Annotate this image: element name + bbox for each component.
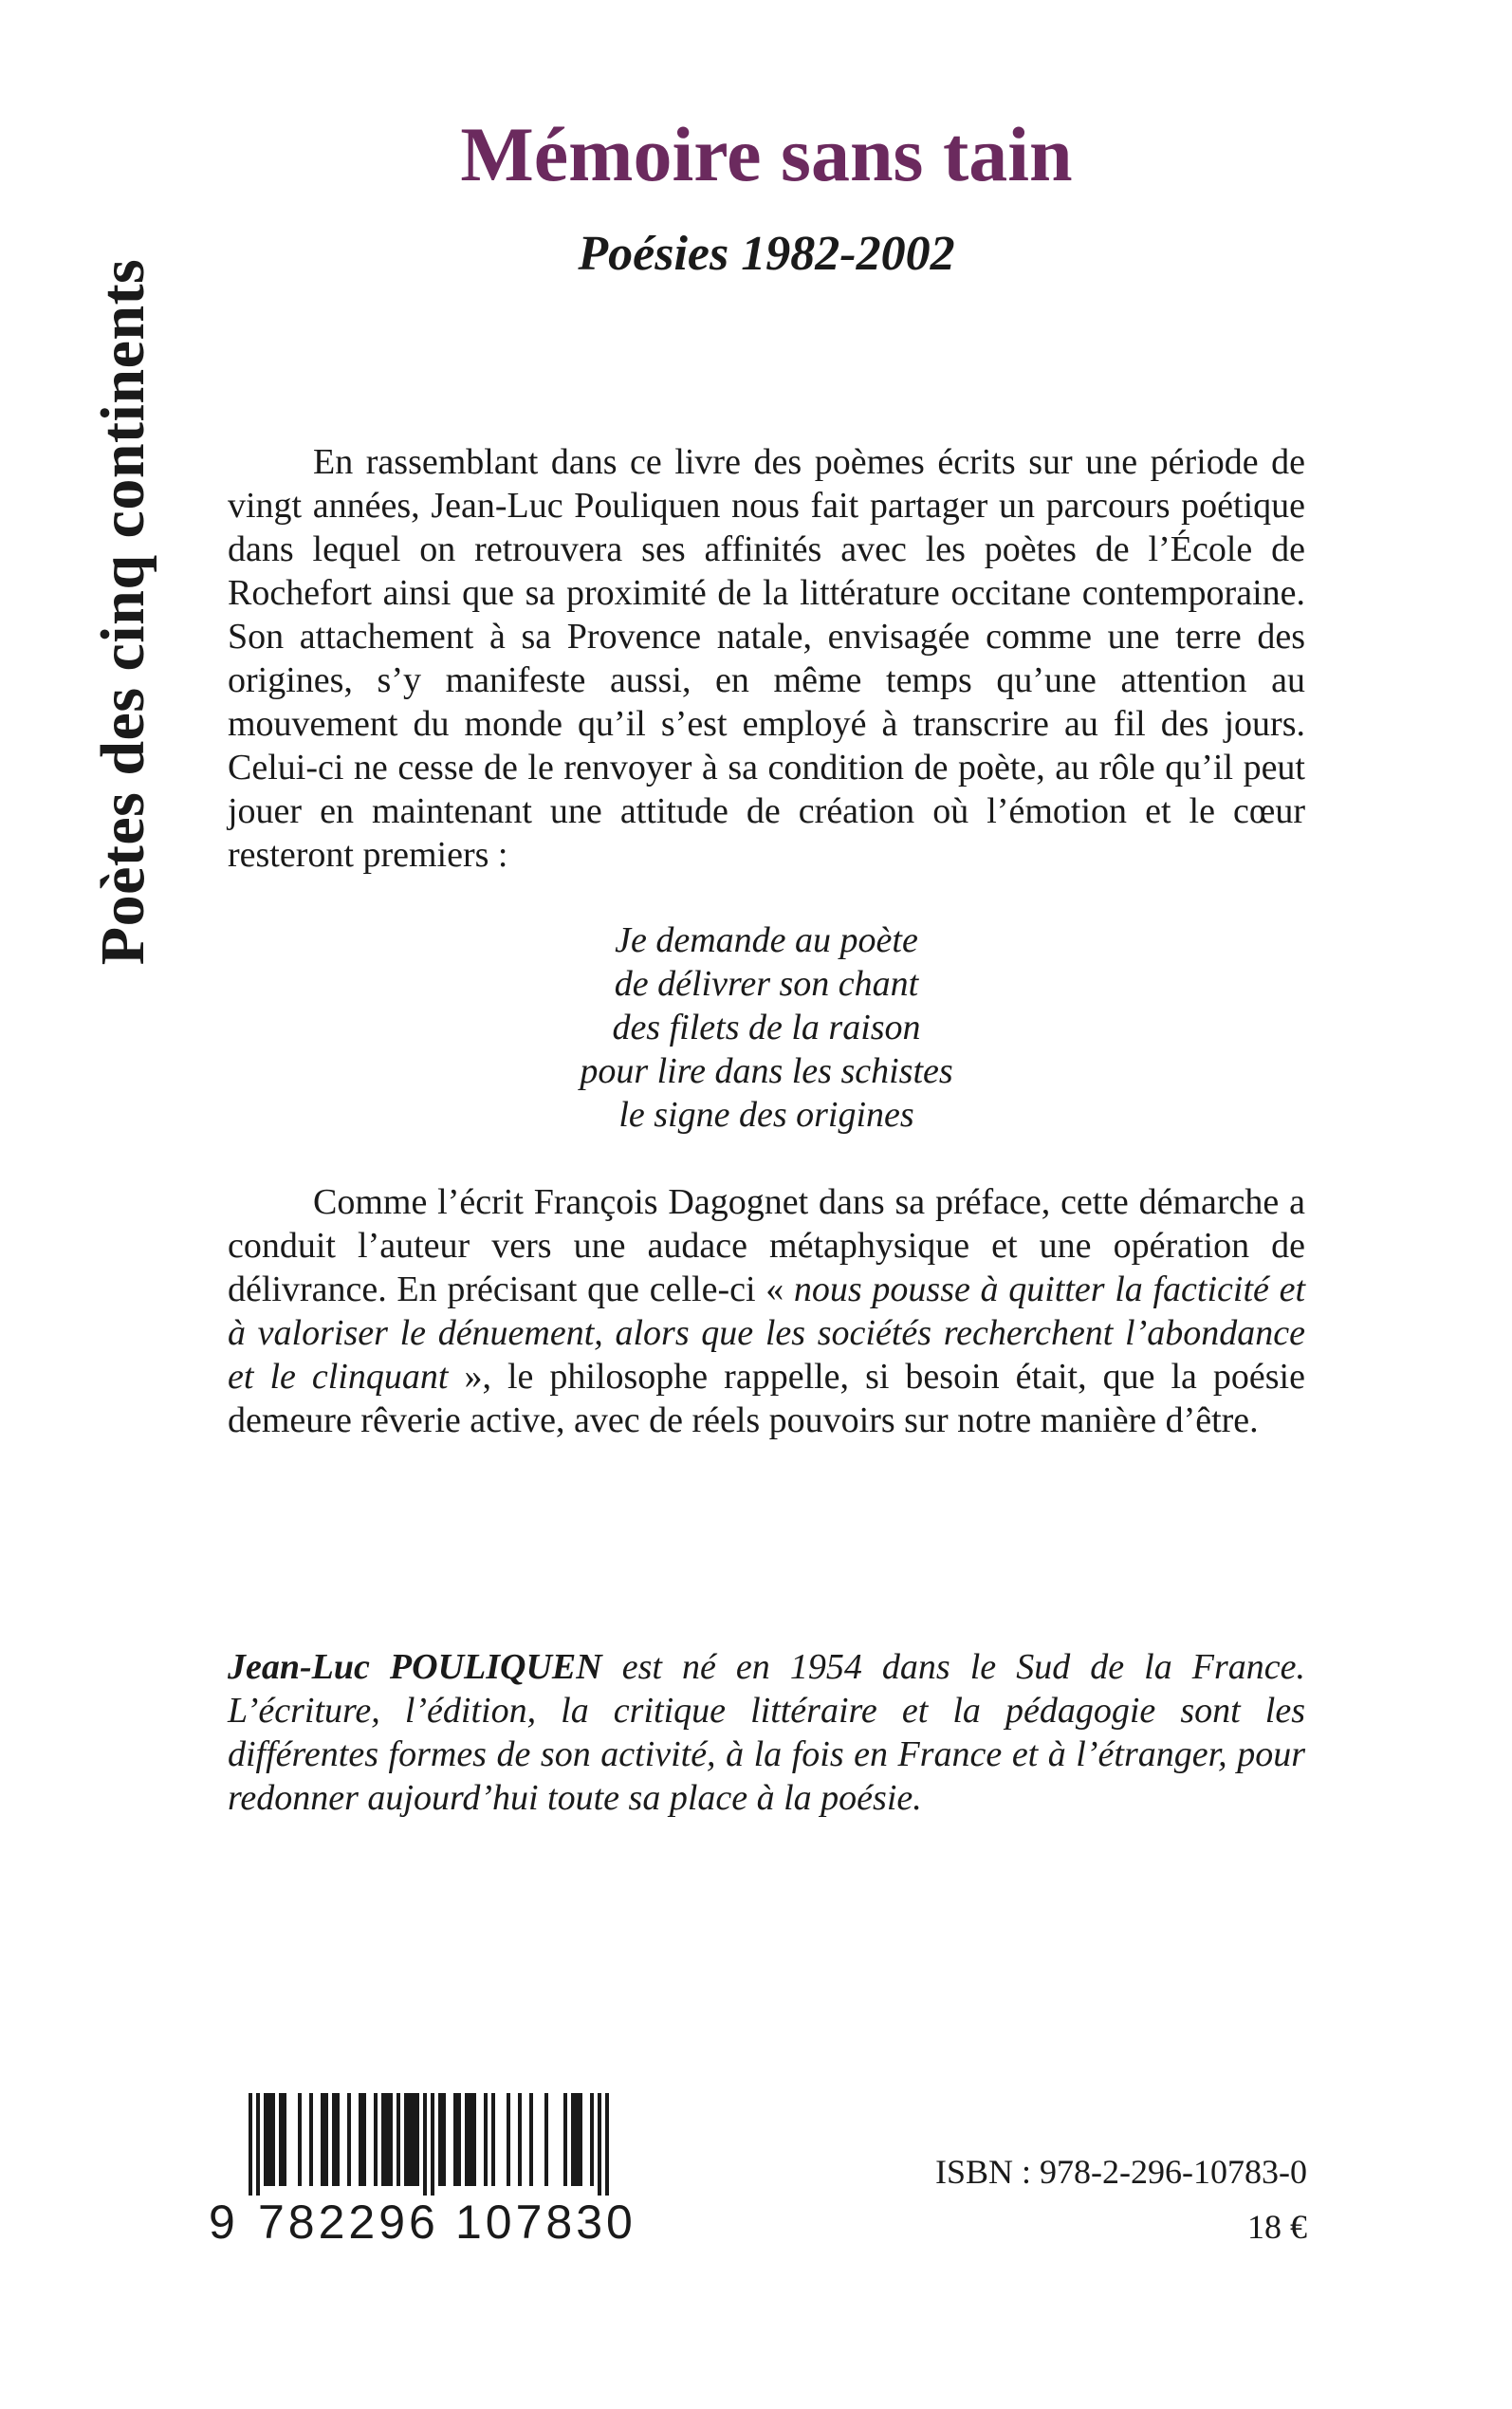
barcode-digit-group-right: 107830 [455,2196,636,2249]
poem-line: le signe des origines [618,1095,914,1135]
price: 18 € [1247,2208,1307,2246]
barcode-bars [207,2093,643,2196]
barcode-first-digit: 9 [209,2196,235,2249]
author-name: Jean-Luc POULIQUEN [228,1647,602,1687]
barcode-bar [590,2093,594,2186]
barcode-bar [389,2093,393,2186]
barcode-digits [207,2196,643,2249]
barcode-bar [469,2093,472,2186]
poem-excerpt [228,918,1305,1137]
barcode-bar [605,2093,609,2196]
barcode-bar [279,2093,283,2186]
isbn: ISBN : 978-2-296-10783-0 [935,2153,1307,2191]
barcode-bar [415,2093,419,2186]
barcode-bar [362,2093,366,2186]
barcode-bar [453,2093,457,2186]
barcode-bar [598,2093,601,2196]
barcode-bar [465,2093,469,2186]
barcode-bar [571,2093,575,2186]
barcode-bar [321,2093,324,2186]
barcode-bar [431,2093,434,2196]
paragraph-preface [228,1180,1305,1442]
barcode-bar [544,2093,548,2186]
barcode-bar [271,2093,275,2186]
barcode-bar [484,2093,488,2186]
barcode-bar [404,2093,408,2186]
barcode [207,2093,643,2249]
barcode-bar [324,2093,328,2186]
barcode-bar [264,2093,267,2186]
book-subtitle: Poésies 1982-2002 [578,227,955,281]
barcode-bar [507,2093,510,2186]
barcode-digit-group-left: 782296 [258,2196,439,2249]
barcode-bar [563,2093,567,2186]
poem-line: Je demande au poète [615,920,918,960]
barcode-bar [249,2093,252,2196]
barcode-bar [491,2093,495,2186]
book-title: Mémoire sans tain [460,111,1073,197]
barcode-bar [385,2093,389,2186]
paragraph-intro: En rassemblant dans ce livre des poèmes écrits sur une période de vingt années, Jean-Luc Pouliquen nous fait partager un parcours poétique dans lequel on retrouvera ses affinités avec les poètes de l’École de Rochefort ainsi que sa proximité de la littérature occitane contemporaine. Son attachement à sa Provence natale, envisagée comme une terre des origines, s’y manifeste aussi, en même temps qu’une attention au mouvement du monde qu’il s’est employé à transcrire au fil des jours. Celui-ci ne cesse de le renvoyer à sa condition de poète, au rôle qu’il peut jouer en maintenant une attitude de création où l’émotion et le cœur resteront premiers : [228,442,1305,875]
barcode-bar [442,2093,446,2186]
barcode-bar [332,2093,336,2186]
preface-text-1: Comme l’écrit François Dagognet dans sa préface, cette démarche a conduit l’auteur vers une audace métaphysique et une opération de délivrance. En précisant que celle-ci « [228,1182,1305,1309]
author-bio [228,1645,1305,1820]
barcode-bar [396,2093,400,2186]
barcode-bar [256,2093,260,2196]
barcode-bar [374,2093,378,2186]
barcode-bar [408,2093,412,2186]
barcode-bar [283,2093,286,2186]
collection-name: Poètes des cinq continents [88,258,157,966]
poem-line: de délivrer son chant [614,964,919,1004]
author-bio-text: est né en 1954 dans le Sud de la France. L’écriture, l’édition, la critique littéraire et la pédagogie sont les différentes formes de son activité, à la fois en France et à l’étranger, pour redonner aujourd’hui toute sa place à la poésie. [228,1647,1305,1818]
barcode-bar [267,2093,271,2186]
barcode-bar [579,2093,582,2186]
barcode-bar [575,2093,579,2186]
barcode-bar [298,2093,302,2186]
barcode-bar [423,2093,427,2196]
poem-line: des filets de la raison [612,1008,921,1047]
barcode-bar [412,2093,415,2186]
barcode-bar [336,2093,340,2186]
barcode-bar [529,2093,533,2186]
barcode-bar [359,2093,362,2186]
barcode-bar [472,2093,476,2186]
back-cover-text [228,440,1305,1442]
barcode-bar [438,2093,442,2186]
barcode-bar [518,2093,522,2186]
barcode-bar [347,2093,351,2186]
barcode-bar [381,2093,385,2186]
poem-line: pour lire dans les schistes [580,1051,953,1091]
preface-text-2: », le philosophe rappelle, si besoin était, que la poésie demeure rêverie active, avec de réels pouvoirs sur notre manière d’être. [228,1357,1305,1440]
preface-quote: nous pousse à quitter la facticité et à valoriser le dénuement, alors que les sociétés recherchent l’abondance et le clinquant [228,1269,1305,1397]
barcode-bar [309,2093,313,2186]
barcode-bar [457,2093,461,2186]
